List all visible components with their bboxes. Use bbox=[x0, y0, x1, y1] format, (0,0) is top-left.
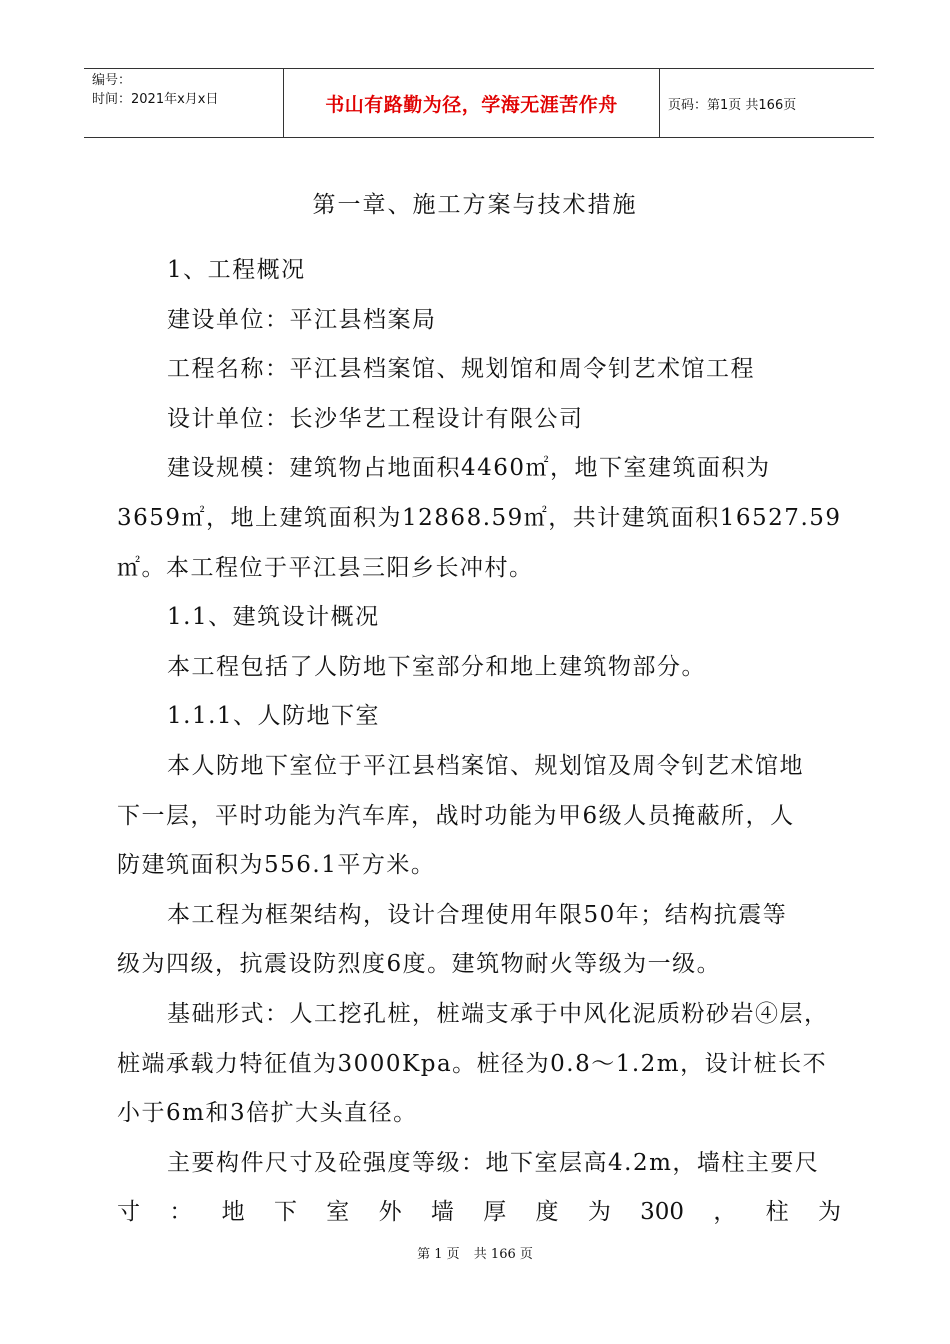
paragraph-line: 本人防地下室位于平江县档案馆、规划馆及周令钊艺术馆地 bbox=[167, 752, 804, 779]
word-token: 外 bbox=[378, 1199, 402, 1226]
header-meta bbox=[84, 69, 284, 137]
word-token: 为 bbox=[817, 1199, 841, 1226]
section-heading: 1.1.1、人防地下室 bbox=[167, 703, 381, 730]
document-body bbox=[117, 246, 841, 1238]
word-token: ， bbox=[713, 1199, 737, 1226]
paragraph-line: 防建筑面积为556.1平方米。 bbox=[117, 852, 436, 879]
paragraph-line: 3659㎡，地上建筑面积为12868.59㎡，共计建筑面积16527.59 bbox=[117, 504, 842, 531]
paragraph-line: 建设单位：平江县档案局 bbox=[167, 306, 437, 333]
word-token: 300 bbox=[640, 1199, 685, 1226]
paragraph-line: 本工程包括了人防地下室部分和地上建筑物部分。 bbox=[167, 653, 706, 680]
page-footer bbox=[0, 1243, 950, 1262]
paragraph-line: 下一层，平时功能为汽车库，战时功能为甲6级人员掩蔽所，人 bbox=[117, 802, 795, 829]
paragraph-line: 桩端承载力特征值为3000Kpa。桩径为0.8～1.2m，设计桩长不 bbox=[117, 1050, 828, 1077]
paragraph-line: 主要构件尺寸及砼强度等级：地下室层高4.2m，墙柱主要尺 bbox=[167, 1149, 820, 1176]
chapter-title: 第一章、施工方案与技术措施 bbox=[312, 192, 638, 218]
paragraph-line: 级为四级，抗震设防烈度6度。建筑物耐火等级为一级。 bbox=[117, 951, 722, 978]
section-heading: 1、工程概况 bbox=[167, 257, 306, 283]
word-token: 柱 bbox=[765, 1199, 789, 1226]
page-info: 页码：第1页 共166页 bbox=[668, 97, 797, 113]
time-label: 时间：2021年x月x日 bbox=[92, 92, 219, 107]
paragraph-line: ㎡。本工程位于平江县三阳乡长冲村。 bbox=[117, 554, 534, 581]
word-token: 厚 bbox=[483, 1199, 507, 1226]
header-table bbox=[84, 68, 874, 138]
justified-line bbox=[117, 1188, 841, 1238]
header-motto-cell bbox=[284, 69, 660, 137]
paragraph-line: 基础形式：人工挖孔桩，桩端支承于中风化泥质粉砂岩④层， bbox=[167, 1000, 829, 1027]
paragraph-line: 本工程为框架结构，设计合理使用年限50年；结构抗震等 bbox=[167, 901, 788, 928]
word-token: 为 bbox=[587, 1199, 611, 1226]
number-label: 编号： bbox=[92, 73, 132, 88]
word-token: 室 bbox=[326, 1199, 350, 1226]
paragraph-line: 建设规模：建筑物占地面积4460㎡，地下室建筑面积为 bbox=[167, 455, 771, 482]
paragraph-line: 工程名称：平江县档案馆、规划馆和周令钊艺术馆工程 bbox=[167, 356, 755, 383]
paragraph-line: 设计单位：长沙华艺工程设计有限公司 bbox=[167, 405, 584, 432]
word-token: 地 bbox=[221, 1199, 245, 1226]
word-token: 寸 bbox=[117, 1199, 140, 1226]
section-heading: 1.1、建筑设计概况 bbox=[167, 604, 380, 631]
word-token: 度 bbox=[535, 1199, 559, 1226]
footer-page: 第 1 页 bbox=[417, 1247, 460, 1262]
footer-total: 共 166 页 bbox=[473, 1247, 533, 1262]
motto-text: 书山有路勤为径，学海无涯苦作舟 bbox=[325, 93, 618, 116]
word-token: ： bbox=[169, 1199, 193, 1226]
paragraph-line: 小于6m和3倍扩大头直径。 bbox=[117, 1100, 418, 1127]
word-token: 下 bbox=[273, 1199, 297, 1226]
word-token: 墙 bbox=[430, 1199, 454, 1226]
